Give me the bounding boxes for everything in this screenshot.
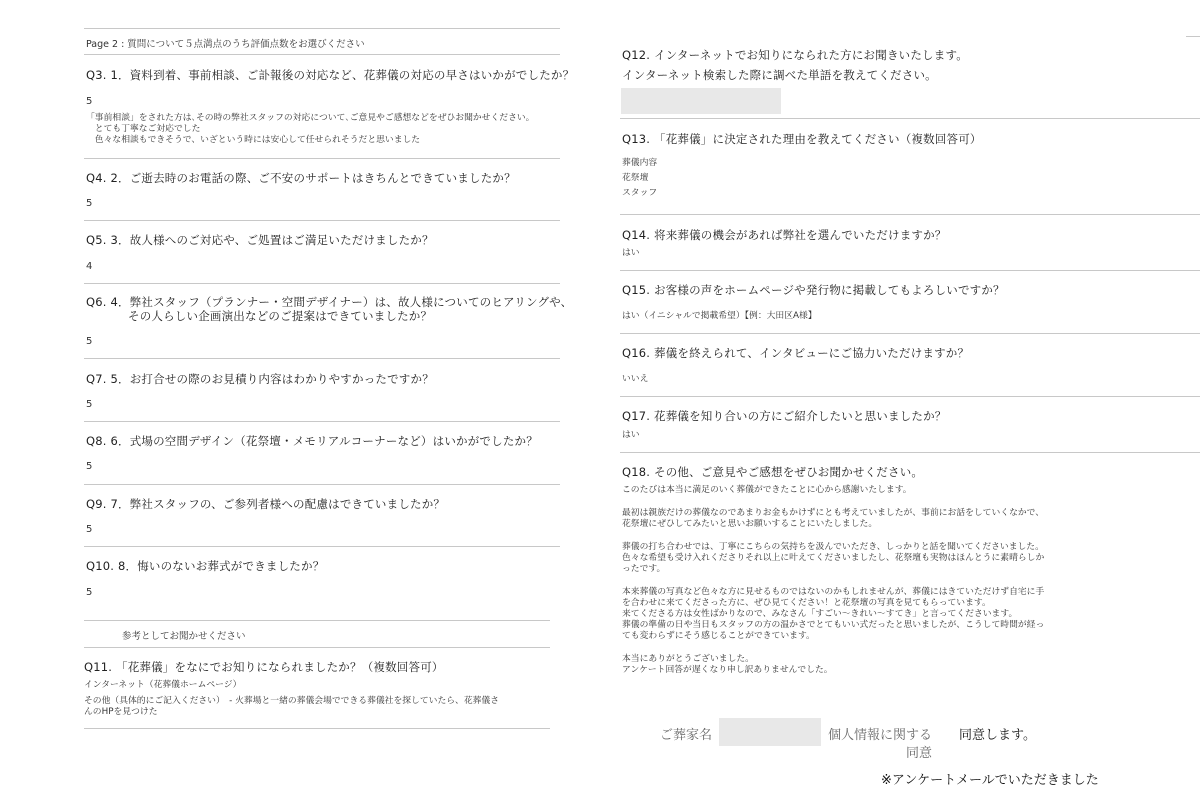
divider: [84, 158, 560, 159]
comment-line: 葬儀の準備の日や当日もスタッフの方の温かさでとてもいい式だったと思いましたが、こうして時間が経っ: [622, 620, 1045, 630]
comment-line: このたびは本当に満足のいく葬儀ができたことに心から感謝いたします。: [622, 485, 912, 495]
divider: [84, 728, 550, 729]
answer-q4: 5: [86, 198, 93, 209]
question-q3: Q3. 1．資料到着、事前相談、ご訃報後の対応など、花葬儀の対応の早さはいかがでしたか？: [86, 68, 575, 82]
question-q17: Q17. 花葬儀を知り合いの方にご紹介したいと思いましたか？: [622, 409, 947, 423]
question-q16: Q16. 葬儀を終えられて、インタビューにご協力いただけますか？: [622, 346, 970, 360]
question-q9: Q9. 7．弊社スタッフの、ご参列者様への配慮はできていましたか？: [86, 497, 446, 511]
comment-line: 花祭壇にぜひしてみたいと思いお願いすることにいたしました。: [622, 519, 878, 529]
divider: [1186, 36, 1200, 37]
answer-q14: はい: [622, 248, 640, 258]
divider: [620, 452, 1200, 453]
question-q14: Q14. 将来葬儀の機会があれば弊社を選んでいただけますか？: [622, 228, 947, 242]
redacted-family-name: [719, 718, 821, 746]
comment-line: 最初は親族だけの葬儀なのであまりお金もかけずにとも考えていましたが、事前にお話をしていくなかで、: [622, 508, 1045, 518]
answer-q13-3: スタッフ: [622, 188, 658, 198]
divider: [84, 421, 560, 422]
comment-line: 葬儀の打ち合わせでは、丁寧にこちらの気持ちを汲んでいただき、しっかりと話を聞いてくださいました。: [622, 542, 1044, 552]
page-label: Page 2 : 質問について５点満点のうち評価点数をお選びください: [86, 39, 365, 50]
answer-q11-1: インターネット（花葬儀ホームページ）: [84, 680, 242, 690]
question-q6-line2: その人らしい企画演出などのご提案はできていましたか？: [128, 309, 433, 323]
question-q18: Q18. その他、ご意見やご感想をぜひお聞かせください。: [622, 465, 924, 479]
comment-line: 本当にありがとうございました。: [622, 654, 754, 664]
answer-q13-2: 花祭壇: [622, 173, 649, 183]
answer-q16: いいえ: [622, 374, 649, 384]
family-name-label: ご葬家名: [660, 728, 713, 743]
consent-value: 同意します。: [959, 728, 1036, 743]
question-q12: Q12. インターネットでお知りになられた方にお聞きいたします。: [622, 48, 968, 62]
left-column: [84, 0, 575, 800]
question-q7: Q7. 5．お打合せの際のお見積り内容はわかりやすかったですか？: [86, 372, 434, 386]
reference-label: 参考としてお聞かせください: [122, 631, 246, 642]
divider: [620, 396, 1200, 397]
divider: [84, 220, 560, 221]
answer-q10: 5: [86, 587, 93, 598]
question-q15: Q15. お客様の声をホームページや発行物に掲載してもよろしいですか？: [622, 283, 1005, 297]
answer-q13-1: 葬儀内容: [622, 158, 658, 168]
divider: [620, 214, 1200, 215]
comment-line: ても変わらずにそう感じることができています。: [622, 631, 815, 641]
divider: [84, 484, 560, 485]
question-q4: Q4. 2．ご逝去時のお電話の際、ご不安のサポートはきちんとできていましたか？: [86, 171, 516, 185]
question-q10: Q10. 8．悔いのないお葬式ができましたか？: [86, 559, 325, 573]
answer-q6: 5: [86, 336, 93, 347]
consent-label-line2: 同意: [906, 746, 933, 761]
redacted-search-terms: [621, 88, 781, 114]
divider: [620, 118, 1200, 119]
answer-q5: 4: [86, 261, 93, 272]
divider: [620, 333, 1200, 334]
right-column: [620, 0, 1200, 800]
divider: [84, 358, 560, 359]
note-q3-line1: 「事前相談」をされた方は､その時の弊社スタッフの対応について､ご意見やご感想などをぜひお聞かせください。: [86, 113, 535, 123]
comment-line: 来てくださる方は女性ばかりなので、みなさん「すごい〜きれい〜すてき」と言ってくださいます。: [622, 609, 1018, 619]
question-q11: Q11. 「花葬儀」をなにでお知りになられましたか？（複数回答可）: [84, 660, 444, 674]
comment-line: ったです。: [622, 564, 666, 574]
answer-q8: 5: [86, 461, 93, 472]
divider: [84, 283, 560, 284]
divider: [84, 28, 560, 29]
divider: [84, 620, 550, 621]
divider: [620, 270, 1200, 271]
question-q8: Q8. 6．式場の空間デザイン（花祭壇・メモリアルコーナーなど）はいかがでしたか？: [86, 434, 538, 448]
answer-q17: はい: [622, 430, 640, 440]
divider: [84, 54, 560, 55]
divider: [84, 546, 560, 547]
divider: [84, 647, 550, 648]
question-q13: Q13. 「花葬儀」に決定された理由を教えてください（複数回答可）: [622, 132, 982, 146]
answer-q9: 5: [86, 524, 93, 535]
comment-line: を合わせに来てくださった方に、ぜひ見てください！と花祭壇の写真を見てもらっています。: [622, 598, 991, 608]
comment-line: アンケート回答が遅くなり申し訳ありませんでした。: [622, 665, 833, 675]
question-q5: Q5. 3．故人様へのご対応や、ご処置はご満足いただけましたか？: [86, 233, 434, 247]
answer-q7: 5: [86, 399, 93, 410]
note-q3-line2: とても丁寧なご対応でした: [86, 124, 201, 134]
question-q6-line1: Q6. 4．弊社スタッフ（プランナー・空間デザイナー）は、故人様についてのヒアリングや、: [86, 295, 573, 309]
footer-note: ※アンケートメールでいただきました: [881, 773, 1099, 788]
consent-label-line1: 個人情報に関する: [828, 728, 933, 743]
answer-q11-2-line2: んのHPを見つけた: [84, 707, 158, 717]
comment-line: 色々な希望も受け入れくださりそれ以上に叶えてくださいましたし、花祭壇も実物はほんとうに素晴らしか: [622, 553, 1045, 563]
answer-q3: 5: [86, 96, 93, 107]
comment-line: 本来葬儀の写真など色々な方に見せるものではないのかもしれませんが、葬儀にはきていただけず自宅に手: [622, 587, 1045, 597]
question-q12-sub: インターネット検索した際に調べた単語を教えてください。: [622, 68, 937, 82]
answer-q11-2-line1: その他（具体的にご記入ください） - 火葬場と一緒の葬儀会場でできる葬儀社を探していたら、花葬儀さ: [84, 696, 500, 706]
note-q3-line3: 色々な相談もできそうで、いざという時には安心して任せられそうだと思いました: [86, 135, 421, 145]
answer-q15: はい（イニシャルで掲載希望）【例：大田区A様】: [622, 311, 817, 321]
